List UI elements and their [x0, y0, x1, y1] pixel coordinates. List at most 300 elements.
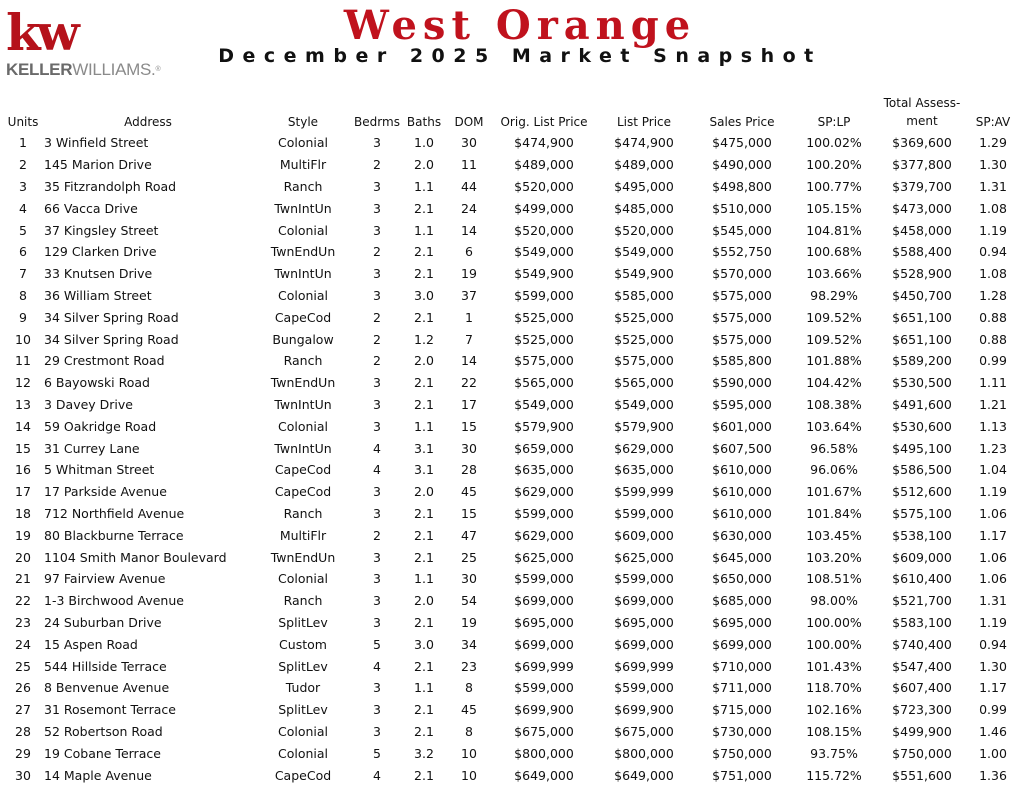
cell-style: TwnEndUn	[270, 375, 336, 391]
cell-dom: 24	[461, 200, 477, 216]
cell-sp-lp: 108.15%	[806, 723, 862, 739]
cell-orig-list-price: $549,000	[514, 396, 574, 412]
cell-sp-av: 1.21	[979, 396, 1007, 412]
cell-style: SplitLev	[278, 702, 328, 718]
cell-orig-list-price: $499,000	[514, 200, 574, 216]
column-header-style: Style	[287, 115, 319, 129]
cell-sp-av: 1.04	[979, 462, 1007, 478]
cell-sales-price: $750,000	[712, 745, 772, 761]
cell-total-assessment: $369,600	[892, 135, 952, 151]
cell-dom: 23	[461, 658, 477, 674]
cell-style: TwnEndUn	[270, 549, 336, 565]
cell-list-price: $625,000	[614, 549, 674, 565]
cell-sp-av: 0.88	[979, 331, 1007, 347]
cell-bedrooms: 3	[373, 702, 381, 718]
cell-orig-list-price: $520,000	[514, 222, 574, 238]
column-header-address: Address	[124, 115, 172, 129]
cell-sp-av: 0.94	[979, 244, 1007, 260]
cell-total-assessment: $607,400	[892, 680, 952, 696]
cell-orig-list-price: $549,000	[514, 244, 574, 260]
cell-list-price: $549,000	[614, 396, 674, 412]
cell-orig-list-price: $635,000	[514, 462, 574, 478]
cell-orig-list-price: $659,000	[514, 440, 574, 456]
cell-dom: 15	[461, 418, 477, 434]
cell-sales-price: $610,000	[712, 505, 772, 521]
cell-bedrooms: 3	[373, 135, 381, 151]
cell-bedrooms: 4	[373, 767, 381, 783]
cell-baths: 3.1	[414, 440, 434, 456]
cell-sales-price: $650,000	[712, 571, 772, 587]
cell-dom: 19	[461, 614, 477, 630]
cell-baths: 2.1	[414, 723, 434, 739]
page-title: West Orange	[343, 2, 697, 49]
cell-sales-price: $695,000	[712, 614, 772, 630]
table-row	[4, 132, 1018, 154]
cell-orig-list-price: $599,000	[514, 571, 574, 587]
cell-address: 712 Northfield Avenue	[44, 505, 185, 521]
cell-bedrooms: 3	[373, 418, 381, 434]
table-row	[4, 524, 1018, 546]
cell-units: 16	[15, 462, 31, 478]
cell-bedrooms: 2	[373, 157, 381, 173]
cell-bedrooms: 3	[373, 484, 381, 500]
cell-total-assessment: $586,500	[892, 462, 952, 478]
cell-address: 6 Bayowski Road	[44, 375, 150, 391]
table-row	[4, 590, 1018, 612]
cell-sp-lp: 100.20%	[806, 157, 862, 173]
cell-bedrooms: 5	[373, 745, 381, 761]
cell-dom: 7	[465, 331, 473, 347]
kw-logo-name-regular: WILLIAMS.	[72, 60, 156, 79]
cell-baths: 2.1	[414, 527, 434, 543]
cell-total-assessment: $512,600	[892, 484, 952, 500]
cell-total-assessment: $530,600	[892, 418, 952, 434]
cell-sp-av: 1.30	[979, 157, 1007, 173]
cell-style: TwnIntUn	[274, 200, 332, 216]
cell-list-price: $495,000	[614, 178, 674, 194]
cell-dom: 45	[461, 484, 477, 500]
cell-bedrooms: 3	[373, 593, 381, 609]
cell-sales-price: $575,000	[712, 287, 772, 303]
cell-orig-list-price: $695,000	[514, 614, 574, 630]
cell-dom: 8	[465, 723, 473, 739]
cell-sp-av: 1.17	[979, 680, 1007, 696]
cell-orig-list-price: $599,000	[514, 505, 574, 521]
cell-list-price: $699,000	[614, 636, 674, 652]
cell-sp-av: 0.99	[979, 702, 1007, 718]
cell-sales-price: $590,000	[712, 375, 772, 391]
cell-bedrooms: 4	[373, 462, 381, 478]
table-row	[4, 503, 1018, 525]
table-row	[4, 350, 1018, 372]
cell-bedrooms: 3	[373, 178, 381, 194]
table-row	[4, 721, 1018, 743]
table-row	[4, 241, 1018, 263]
cell-style: Colonial	[277, 723, 329, 739]
cell-sp-av: 1.31	[979, 178, 1007, 194]
cell-sp-av: 0.88	[979, 309, 1007, 325]
cell-list-price: $599,000	[614, 680, 674, 696]
cell-style: Custom	[279, 636, 327, 652]
cell-list-price: $599,999	[614, 484, 674, 500]
cell-sp-lp: 100.68%	[806, 244, 862, 260]
table-row	[4, 546, 1018, 568]
cell-sp-lp: 101.84%	[806, 505, 862, 521]
cell-sp-lp: 100.02%	[806, 135, 862, 151]
cell-sp-av: 1.06	[979, 571, 1007, 587]
cell-bedrooms: 3	[373, 505, 381, 521]
cell-baths: 3.0	[414, 287, 434, 303]
cell-address: 31 Rosemont Terrace	[44, 702, 176, 718]
column-header-units: Units	[7, 115, 39, 129]
cell-orig-list-price: $575,000	[514, 353, 574, 369]
cell-bedrooms: 3	[373, 571, 381, 587]
cell-address: 31 Currey Lane	[44, 440, 140, 456]
cell-orig-list-price: $699,999	[514, 658, 574, 674]
cell-total-assessment: $609,000	[892, 549, 952, 565]
cell-address: 15 Aspen Road	[44, 636, 138, 652]
cell-baths: 2.0	[414, 157, 434, 173]
cell-total-assessment: $723,300	[892, 702, 952, 718]
cell-baths: 1.1	[414, 222, 434, 238]
cell-dom: 10	[461, 767, 477, 783]
cell-orig-list-price: $625,000	[514, 549, 574, 565]
cell-total-assessment: $651,100	[892, 309, 952, 325]
cell-address: 129 Clarken Drive	[44, 244, 157, 260]
cell-sales-price: $585,800	[712, 353, 772, 369]
cell-sp-lp: 109.52%	[806, 309, 862, 325]
cell-sp-lp: 104.42%	[806, 375, 862, 391]
cell-baths: 2.0	[414, 593, 434, 609]
table-row	[4, 742, 1018, 764]
cell-style: CapeCod	[274, 767, 332, 783]
column-header-total-assessment: Total Assess-ment	[883, 96, 961, 128]
cell-total-assessment: $575,100	[892, 505, 952, 521]
cell-total-assessment: $551,600	[892, 767, 952, 783]
cell-style: Colonial	[277, 418, 329, 434]
table-row	[4, 197, 1018, 219]
cell-sp-lp: 101.67%	[806, 484, 862, 500]
cell-sp-lp: 103.20%	[806, 549, 862, 565]
cell-baths: 2.0	[414, 484, 434, 500]
cell-list-price: $699,999	[614, 658, 674, 674]
column-header-sp-lp: SP:LP	[817, 115, 851, 129]
cell-address: 97 Fairview Avenue	[44, 571, 166, 587]
cell-sp-lp: 118.70%	[806, 680, 862, 696]
cell-baths: 3.2	[414, 745, 434, 761]
table-row	[4, 633, 1018, 655]
cell-total-assessment: $528,900	[892, 266, 952, 282]
cell-bedrooms: 3	[373, 723, 381, 739]
cell-style: Ranch	[283, 505, 323, 521]
cell-sp-lp: 100.00%	[806, 614, 862, 630]
cell-sp-lp: 101.88%	[806, 353, 862, 369]
cell-dom: 6	[465, 244, 473, 260]
cell-baths: 2.1	[414, 505, 434, 521]
cell-list-price: $565,000	[614, 375, 674, 391]
cell-units: 11	[15, 353, 31, 369]
table-row	[4, 154, 1018, 176]
cell-address: 17 Parkside Avenue	[44, 484, 167, 500]
cell-address: 544 Hillside Terrace	[44, 658, 167, 674]
cell-units: 10	[15, 331, 31, 347]
cell-units: 29	[15, 745, 31, 761]
cell-address: 145 Marion Drive	[44, 157, 152, 173]
table-row	[4, 764, 1018, 786]
cell-address: 1-3 Birchwood Avenue	[44, 593, 184, 609]
cell-address: 5 Whitman Street	[44, 462, 155, 478]
cell-orig-list-price: $525,000	[514, 309, 574, 325]
market-snapshot-table	[4, 92, 1018, 786]
cell-total-assessment: $547,400	[892, 658, 952, 674]
cell-orig-list-price: $699,000	[514, 593, 574, 609]
cell-style: Colonial	[277, 287, 329, 303]
cell-sp-lp: 98.00%	[810, 593, 858, 609]
cell-style: SplitLev	[278, 614, 328, 630]
cell-style: Ranch	[283, 593, 323, 609]
cell-sp-av: 0.94	[979, 636, 1007, 652]
cell-orig-list-price: $699,900	[514, 702, 574, 718]
cell-total-assessment: $750,000	[892, 745, 952, 761]
cell-sp-av: 1.29	[979, 135, 1007, 151]
cell-dom: 30	[461, 135, 477, 151]
cell-bedrooms: 3	[373, 549, 381, 565]
cell-address: 24 Suburban Drive	[44, 614, 162, 630]
cell-list-price: $485,000	[614, 200, 674, 216]
cell-orig-list-price: $599,000	[514, 680, 574, 696]
cell-sales-price: $715,000	[712, 702, 772, 718]
cell-sp-lp: 115.72%	[806, 767, 862, 783]
cell-units: 22	[15, 593, 31, 609]
cell-dom: 14	[461, 353, 477, 369]
cell-style: Colonial	[277, 571, 329, 587]
cell-style: SplitLev	[278, 658, 328, 674]
cell-orig-list-price: $649,000	[514, 767, 574, 783]
table-row	[4, 219, 1018, 241]
cell-total-assessment: $538,100	[892, 527, 952, 543]
cell-units: 13	[15, 396, 31, 412]
cell-style: Colonial	[277, 745, 329, 761]
cell-dom: 28	[461, 462, 477, 478]
cell-orig-list-price: $520,000	[514, 178, 574, 194]
cell-sp-av: 1.08	[979, 266, 1007, 282]
cell-sp-lp: 96.06%	[810, 462, 858, 478]
cell-sales-price: $498,800	[712, 178, 772, 194]
cell-address: 35 Fitzrandolph Road	[44, 178, 177, 194]
table-row	[4, 655, 1018, 677]
cell-baths: 1.0	[414, 135, 434, 151]
cell-dom: 30	[461, 440, 477, 456]
cell-total-assessment: $530,500	[892, 375, 952, 391]
cell-units: 5	[19, 222, 27, 238]
cell-address: 8 Benvenue Avenue	[44, 680, 170, 696]
cell-list-price: $699,000	[614, 593, 674, 609]
cell-total-assessment: $491,600	[892, 396, 952, 412]
cell-list-price: $520,000	[614, 222, 674, 238]
cell-sp-av: 0.99	[979, 353, 1007, 369]
cell-sp-lp: 108.51%	[806, 571, 862, 587]
cell-bedrooms: 2	[373, 331, 381, 347]
cell-sp-lp: 98.29%	[810, 287, 858, 303]
cell-orig-list-price: $489,000	[514, 157, 574, 173]
column-header-orig-list-price: Orig. List Price	[500, 115, 588, 129]
kw-logo-mark: kw	[6, 3, 76, 62]
cell-baths: 2.1	[414, 767, 434, 783]
cell-total-assessment: $740,400	[892, 636, 952, 652]
cell-sales-price: $699,000	[712, 636, 772, 652]
column-header-sales-price: Sales Price	[709, 115, 775, 129]
cell-address: 34 Silver Spring Road	[44, 331, 179, 347]
cell-baths: 2.1	[414, 200, 434, 216]
cell-sales-price: $575,000	[712, 331, 772, 347]
cell-orig-list-price: $525,000	[514, 331, 574, 347]
cell-units: 30	[15, 767, 31, 783]
cell-orig-list-price: $675,000	[514, 723, 574, 739]
cell-sp-lp: 100.77%	[806, 178, 862, 194]
cell-sp-lp: 105.15%	[806, 200, 862, 216]
cell-bedrooms: 3	[373, 614, 381, 630]
cell-sales-price: $510,000	[712, 200, 772, 216]
cell-units: 17	[15, 484, 31, 500]
cell-style: MultiFlr	[279, 157, 327, 173]
cell-sp-av: 1.36	[979, 767, 1007, 783]
kw-logo-trademark: ®	[155, 66, 161, 73]
cell-dom: 44	[461, 178, 477, 194]
cell-style: Ranch	[283, 178, 323, 194]
cell-bedrooms: 3	[373, 287, 381, 303]
cell-sp-av: 1.19	[979, 484, 1007, 500]
table-row	[4, 415, 1018, 437]
cell-bedrooms: 4	[373, 440, 381, 456]
cell-orig-list-price: $549,900	[514, 266, 574, 282]
cell-bedrooms: 5	[373, 636, 381, 652]
cell-units: 3	[19, 178, 27, 194]
table-row	[4, 437, 1018, 459]
cell-style: Ranch	[283, 353, 323, 369]
cell-baths: 2.1	[414, 549, 434, 565]
cell-list-price: $675,000	[614, 723, 674, 739]
cell-style: CapeCod	[274, 309, 332, 325]
cell-sp-lp: 109.52%	[806, 331, 862, 347]
cell-dom: 54	[461, 593, 477, 609]
column-header-baths: Baths	[406, 115, 442, 129]
table-row	[4, 481, 1018, 503]
cell-total-assessment: $458,000	[892, 222, 952, 238]
cell-bedrooms: 3	[373, 396, 381, 412]
cell-total-assessment: $377,800	[892, 157, 952, 173]
cell-dom: 17	[461, 396, 477, 412]
cell-sales-price: $730,000	[712, 723, 772, 739]
cell-units: 20	[15, 549, 31, 565]
cell-units: 21	[15, 571, 31, 587]
cell-units: 4	[19, 200, 27, 216]
cell-style: Tudor	[285, 680, 321, 696]
cell-sp-av: 1.06	[979, 505, 1007, 521]
cell-dom: 11	[461, 157, 477, 173]
cell-dom: 34	[461, 636, 477, 652]
cell-address: 59 Oakridge Road	[44, 418, 157, 434]
cell-list-price: $525,000	[614, 309, 674, 325]
cell-list-price: $599,000	[614, 571, 674, 587]
cell-list-price: $579,900	[614, 418, 674, 434]
cell-list-price: $629,000	[614, 440, 674, 456]
table-row	[4, 568, 1018, 590]
cell-list-price: $609,000	[614, 527, 674, 543]
cell-dom: 25	[461, 549, 477, 565]
cell-units: 12	[15, 375, 31, 391]
cell-bedrooms: 2	[373, 353, 381, 369]
cell-sales-price: $751,000	[712, 767, 772, 783]
cell-dom: 10	[461, 745, 477, 761]
cell-address: 80 Blackburne Terrace	[44, 527, 184, 543]
cell-address: 36 William Street	[44, 287, 152, 303]
table-row	[4, 306, 1018, 328]
cell-style: TwnIntUn	[274, 266, 332, 282]
cell-address: 34 Silver Spring Road	[44, 309, 179, 325]
cell-units: 18	[15, 505, 31, 521]
cell-sp-av: 1.06	[979, 549, 1007, 565]
cell-sales-price: $610,000	[712, 462, 772, 478]
cell-sp-av: 1.19	[979, 614, 1007, 630]
cell-sp-lp: 93.75%	[810, 745, 858, 761]
cell-sales-price: $685,000	[712, 593, 772, 609]
cell-total-assessment: $450,700	[892, 287, 952, 303]
cell-orig-list-price: $579,900	[514, 418, 574, 434]
cell-dom: 8	[465, 680, 473, 696]
cell-address: 3 Davey Drive	[44, 396, 133, 412]
cell-list-price: $635,000	[614, 462, 674, 478]
table-row	[4, 394, 1018, 416]
cell-units: 9	[19, 309, 27, 325]
cell-dom: 45	[461, 702, 477, 718]
cell-units: 6	[19, 244, 27, 260]
cell-baths: 1.1	[414, 418, 434, 434]
cell-list-price: $474,900	[614, 135, 674, 151]
cell-sales-price: $645,000	[712, 549, 772, 565]
cell-sales-price: $607,500	[712, 440, 772, 456]
cell-total-assessment: $583,100	[892, 614, 952, 630]
cell-orig-list-price: $565,000	[514, 375, 574, 391]
cell-sp-lp: 96.58%	[810, 440, 858, 456]
cell-style: TwnEndUn	[270, 244, 336, 260]
table-row	[4, 612, 1018, 634]
cell-orig-list-price: $699,000	[514, 636, 574, 652]
cell-sp-lp: 108.38%	[806, 396, 862, 412]
cell-address: 66 Vacca Drive	[44, 200, 138, 216]
table-row	[4, 459, 1018, 481]
cell-dom: 14	[461, 222, 477, 238]
cell-bedrooms: 2	[373, 527, 381, 543]
cell-total-assessment: $521,700	[892, 593, 952, 609]
cell-dom: 1	[465, 309, 473, 325]
cell-total-assessment: $589,200	[892, 353, 952, 369]
table-row	[4, 285, 1018, 307]
cell-sp-av: 1.19	[979, 222, 1007, 238]
cell-orig-list-price: $599,000	[514, 287, 574, 303]
cell-sp-lp: 102.16%	[806, 702, 862, 718]
cell-list-price: $800,000	[614, 745, 674, 761]
cell-baths: 1.1	[414, 178, 434, 194]
cell-dom: 15	[461, 505, 477, 521]
cell-baths: 2.0	[414, 353, 434, 369]
cell-baths: 3.1	[414, 462, 434, 478]
cell-list-price: $575,000	[614, 353, 674, 369]
cell-list-price: $525,000	[614, 331, 674, 347]
cell-address: 3 Winfield Street	[44, 135, 149, 151]
cell-address: 37 Kingsley Street	[44, 222, 159, 238]
cell-address: 29 Crestmont Road	[44, 353, 165, 369]
cell-units: 15	[15, 440, 31, 456]
